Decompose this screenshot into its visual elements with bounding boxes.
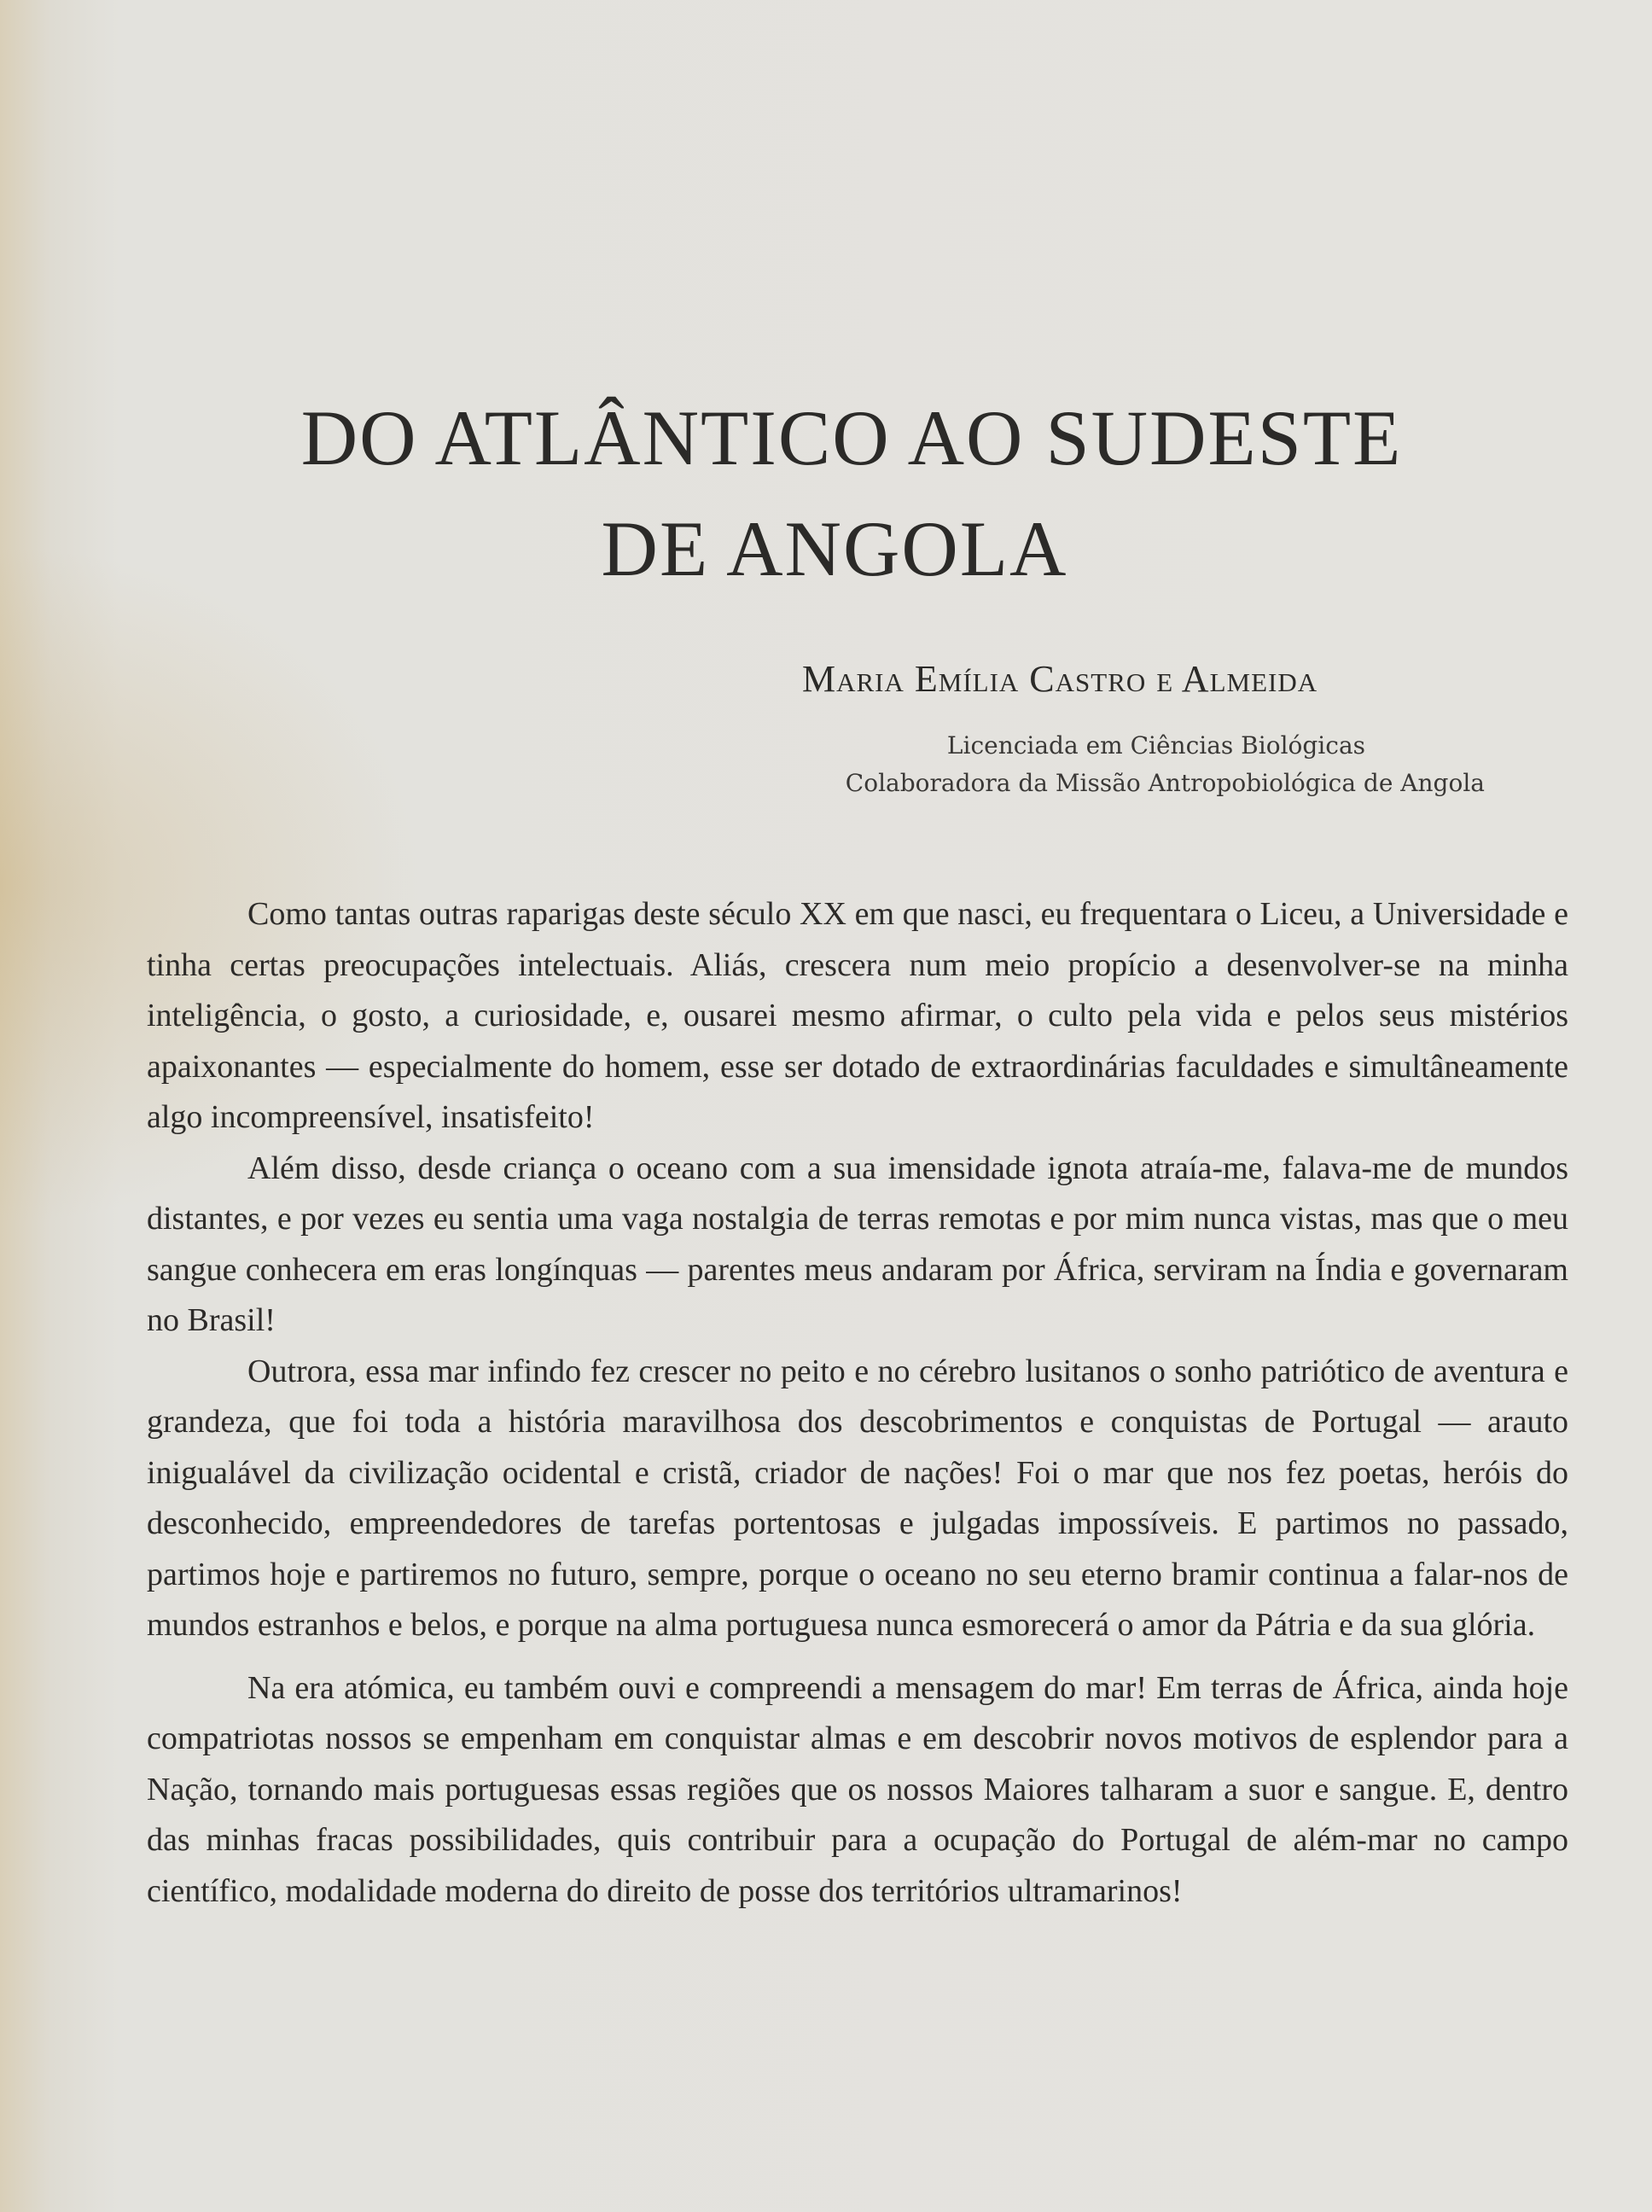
article-title [0, 382, 1652, 604]
paragraph-1: Como tantas outras raparigas deste século XX em que nasci, eu frequentara o Liceu, a Universidade e tinha certas preocupações intelectuais. Aliás, crescera num meio propício a desenvolver-se na minha inteligência, o gosto, a curiosidade, e, ousarei mesmo afirmar, o culto pela vida e pelos seus mistérios apaixonantes — especialmente do homem, esse ser dotado de extraordinárias faculdades e simultâneamente algo incompreensível, insatisfeito! [147, 896, 1568, 1135]
affiliation-line-2: Colaboradora da Missão Antropobiológica de Angola [845, 769, 1485, 797]
paragraph-4: Na era atómica, eu também ouvi e compreendi a mensagem do mar! Em terras de África, ainda hoje compatriotas nossos se empenham em conquistar almas e em descobrir novos motivos de esplendor para a Nação, tornando mais portuguesas essas regiões que os nossos Maiores talharam a suor e sangue. E, dentro das minhas fracas possibilidades, quis contribuir para a ocupação do Portugal de além-mar no campo científico, modalidade moderna do direito de posse dos territórios ultramarinos! [147, 1669, 1568, 1909]
author-affiliation [751, 727, 1485, 802]
paragraph-3: Outrora, essa mar infindo fez crescer no peito e no cérebro lusitanos o sonho patriótico de aventura e grandeza, que foi toda a história maravilhosa dos descobrimentos e conquistas de Portugal — arauto inigualável da civilização ocidental e cristã, criador de nações! Foi o mar que nos fez poetas, heróis do desconhecido, empreendedores de tarefas portentosas e julgadas impossíveis. E partimos no passado, partimos hoje e partiremos no futuro, sempre, porque o oceano no seu eterno bramir continua a falar-nos de mundos estranhos e belos, e porque na alma portuguesa nunca esmorecerá o amor da Pátria e da sua glória. [147, 1353, 1568, 1643]
title-line-1: DO ATLÂNTICO AO SUDESTE [300, 394, 1403, 481]
author-name: Maria Emília Castro e Almeida [802, 658, 1318, 700]
title-line-2: DE ANGOLA [601, 505, 1068, 592]
paragraph-2: Além disso, desde criança o oceano com a sua imensidade ignota atraía-me, falava-me de mundos distantes, e por vezes eu sentia uma vaga nostalgia de terras remotas e por mim nunca vistas, mas que o meu sangue conhecera em eras longínquas — parentes meus andaram por África, serviram na Índia e governaram no Brasil! [147, 1150, 1568, 1338]
affiliation-line-1: Licenciada em Ciências Biológicas [946, 731, 1365, 760]
article-body [147, 889, 1568, 1917]
